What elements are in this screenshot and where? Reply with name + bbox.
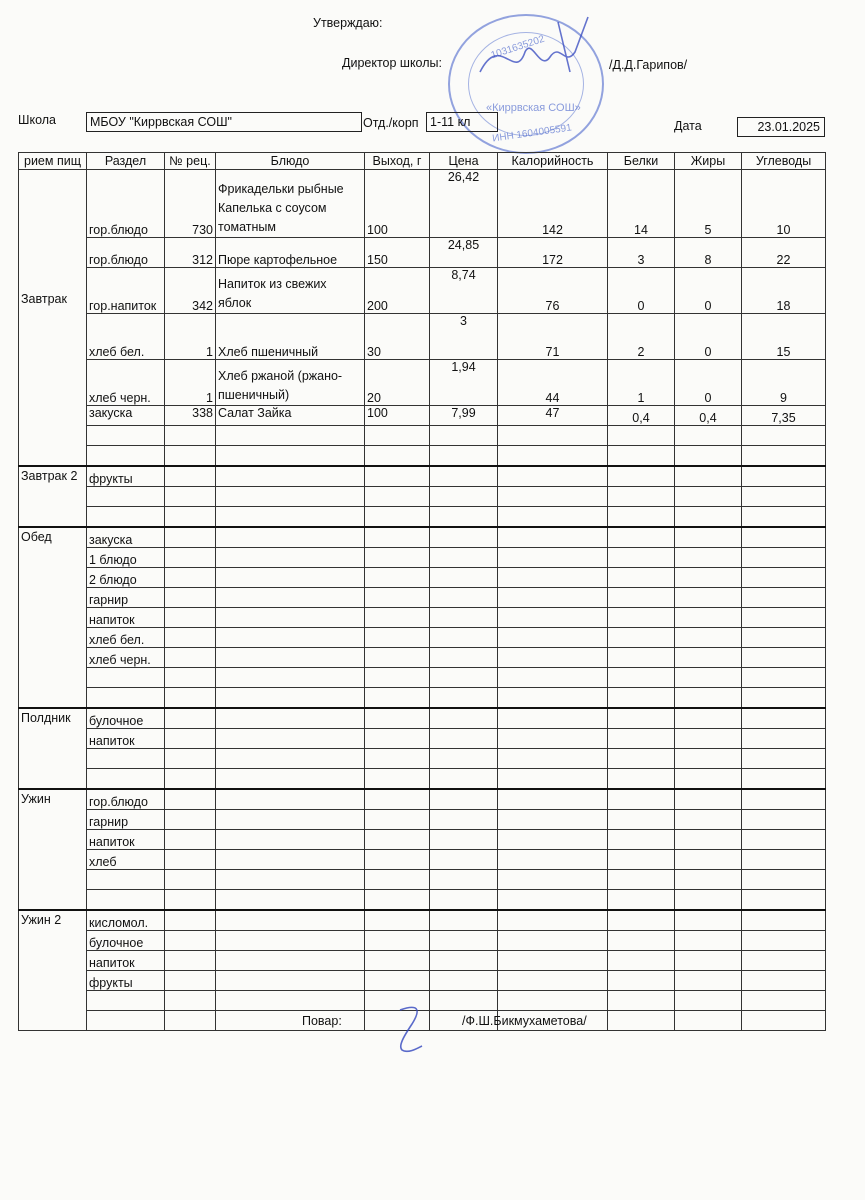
table-row bbox=[19, 769, 826, 790]
cell-dish: Салат Зайка bbox=[216, 406, 365, 426]
cell-protein: 0 bbox=[608, 268, 675, 314]
table-row bbox=[19, 789, 826, 810]
table-row bbox=[19, 688, 826, 709]
cell-yield: 100 bbox=[365, 406, 430, 426]
cell-yield: 30 bbox=[365, 314, 430, 360]
cell-section: гарнир bbox=[87, 588, 165, 608]
cell-recipe: 342 bbox=[165, 268, 216, 314]
table-row bbox=[19, 648, 826, 668]
cell-section: 2 блюдо bbox=[87, 568, 165, 588]
cell-recipe: 338 bbox=[165, 406, 216, 426]
stamp-text-inn: ИНН 1604005591 bbox=[491, 122, 573, 145]
school-field: МБОУ "Киррвская СОШ" bbox=[86, 112, 362, 132]
cell-dish: Фрикадельки рыбные Капелька с соусом томатным bbox=[216, 170, 365, 238]
meal-dinner2: Ужин 2 bbox=[19, 910, 87, 1031]
cell-fat: 0 bbox=[675, 360, 742, 406]
table-row bbox=[19, 729, 826, 749]
director-signature bbox=[470, 12, 600, 92]
col-carbs: Углеводы bbox=[742, 153, 826, 170]
school-label: Школа bbox=[18, 113, 56, 127]
director-label: Директор школы: bbox=[342, 56, 442, 70]
cell-section: гор.блюдо bbox=[87, 238, 165, 268]
cell-kcal: 172 bbox=[498, 238, 608, 268]
cell-dish: Пюре картофельное bbox=[216, 238, 365, 268]
cell-price: 8,74 bbox=[430, 268, 498, 314]
dept-field: 1-11 кл bbox=[426, 112, 498, 132]
cook-label: Повар: bbox=[302, 1014, 342, 1028]
cell-section: 1 блюдо bbox=[87, 548, 165, 568]
table-row bbox=[19, 931, 826, 951]
table-row bbox=[19, 527, 826, 548]
table-row bbox=[19, 507, 826, 528]
table-row bbox=[19, 314, 826, 360]
cell-kcal: 71 bbox=[498, 314, 608, 360]
cell-section: напиток bbox=[87, 951, 165, 971]
cell-section: гарнир bbox=[87, 810, 165, 830]
cell-section: хлеб черн. bbox=[87, 360, 165, 406]
cell-recipe: 312 bbox=[165, 238, 216, 268]
cell-fat: 5 bbox=[675, 170, 742, 238]
table-row bbox=[19, 890, 826, 911]
cell-recipe: 730 bbox=[165, 170, 216, 238]
cell-section: фрукты bbox=[87, 971, 165, 991]
table-row bbox=[19, 708, 826, 729]
cell-fat: 0 bbox=[675, 314, 742, 360]
cell-section: кисломол. bbox=[87, 910, 165, 931]
table-row bbox=[19, 608, 826, 628]
table-row bbox=[19, 466, 826, 487]
cell-kcal: 47 bbox=[498, 406, 608, 426]
table-row bbox=[19, 971, 826, 991]
cell-protein: 3 bbox=[608, 238, 675, 268]
cell-section: хлеб черн. bbox=[87, 648, 165, 668]
cell-price: 3 bbox=[430, 314, 498, 360]
cell-yield: 200 bbox=[365, 268, 430, 314]
table-row bbox=[19, 810, 826, 830]
table-row bbox=[19, 568, 826, 588]
cell-price: 24,85 bbox=[430, 238, 498, 268]
cell-carbs: 22 bbox=[742, 238, 826, 268]
cell-carbs: 10 bbox=[742, 170, 826, 238]
stamp-text-ogrn: 1031635202 bbox=[489, 33, 546, 62]
cell-section: гор.напиток bbox=[87, 268, 165, 314]
meal-dinner: Ужин bbox=[19, 789, 87, 910]
cell-carbs: 18 bbox=[742, 268, 826, 314]
cell-protein: 2 bbox=[608, 314, 675, 360]
table-row bbox=[19, 360, 826, 406]
cell-fat: 0,4 bbox=[675, 406, 742, 426]
cell-kcal: 142 bbox=[498, 170, 608, 238]
cell-dish: Напиток из свежих яблок bbox=[216, 268, 365, 314]
table-row bbox=[19, 487, 826, 507]
table-row bbox=[19, 668, 826, 688]
cell-carbs: 7,35 bbox=[742, 406, 826, 426]
cell-section: закуска bbox=[87, 406, 165, 426]
cell-kcal: 44 bbox=[498, 360, 608, 406]
date-label: Дата bbox=[674, 119, 702, 133]
table-row bbox=[19, 951, 826, 971]
cell-section: хлеб bbox=[87, 850, 165, 870]
col-price: Цена bbox=[430, 153, 498, 170]
dept-label: Отд./корп bbox=[363, 116, 419, 130]
menu-table bbox=[18, 152, 826, 1031]
cell-yield: 150 bbox=[365, 238, 430, 268]
director-name: /Д.Д.Гарипов/ bbox=[609, 58, 688, 72]
cell-price: 7,99 bbox=[430, 406, 498, 426]
cell-section: булочное bbox=[87, 931, 165, 951]
cell-section: гор.блюдо bbox=[87, 170, 165, 238]
cell-section: закуска bbox=[87, 527, 165, 548]
table-row bbox=[19, 170, 826, 238]
col-meal: рием пищ bbox=[19, 153, 87, 170]
meal-snack: Полдник bbox=[19, 708, 87, 789]
cell-recipe: 1 bbox=[165, 360, 216, 406]
cell-carbs: 15 bbox=[742, 314, 826, 360]
table-row bbox=[19, 830, 826, 850]
approve-label: Утверждаю: bbox=[313, 16, 383, 30]
cell-carbs: 9 bbox=[742, 360, 826, 406]
cell-section: напиток bbox=[87, 608, 165, 628]
cook-signature bbox=[392, 1002, 432, 1058]
table-row bbox=[19, 548, 826, 568]
header-row bbox=[19, 153, 826, 170]
cell-recipe: 1 bbox=[165, 314, 216, 360]
cell-price: 26,42 bbox=[430, 170, 498, 238]
cell-section: гор.блюдо bbox=[87, 789, 165, 810]
col-dish: Блюдо bbox=[216, 153, 365, 170]
meal-breakfast: Завтрак bbox=[19, 170, 87, 467]
cell-dish: Хлеб пшеничный bbox=[216, 314, 365, 360]
meal-lunch: Обед bbox=[19, 527, 87, 708]
cell-fat: 8 bbox=[675, 238, 742, 268]
table-row bbox=[19, 268, 826, 314]
cell-protein: 0,4 bbox=[608, 406, 675, 426]
cell-fat: 0 bbox=[675, 268, 742, 314]
col-fat: Жиры bbox=[675, 153, 742, 170]
cell-yield: 100 bbox=[365, 170, 430, 238]
table-row bbox=[19, 628, 826, 648]
table-row bbox=[19, 238, 826, 268]
cell-protein: 14 bbox=[608, 170, 675, 238]
table-row bbox=[19, 749, 826, 769]
cell-section: напиток bbox=[87, 729, 165, 749]
cell-price: 1,94 bbox=[430, 360, 498, 406]
cook-name: /Ф.Ш.Бикмухаметова/ bbox=[462, 1014, 587, 1028]
cell-section: хлеб бел. bbox=[87, 314, 165, 360]
cell-section: булочное bbox=[87, 708, 165, 729]
table-row bbox=[19, 406, 826, 426]
cell-section: хлеб бел. bbox=[87, 628, 165, 648]
cell-protein: 1 bbox=[608, 360, 675, 406]
col-yield: Выход, г bbox=[365, 153, 430, 170]
cell-section: фрукты bbox=[87, 466, 165, 487]
cell-yield: 20 bbox=[365, 360, 430, 406]
table-row bbox=[19, 426, 826, 446]
col-kcal: Калорийность bbox=[498, 153, 608, 170]
cell-section: напиток bbox=[87, 830, 165, 850]
table-row bbox=[19, 910, 826, 931]
col-section: Раздел bbox=[87, 153, 165, 170]
meal-breakfast2: Завтрак 2 bbox=[19, 466, 87, 527]
cell-dish: Хлеб ржаной (ржано- пшеничный) bbox=[216, 360, 365, 406]
table-row bbox=[19, 588, 826, 608]
stamp-text-school: «Киррвская СОШ» bbox=[486, 102, 581, 114]
table-row bbox=[19, 446, 826, 467]
col-recipe: № рец. bbox=[165, 153, 216, 170]
col-protein: Белки bbox=[608, 153, 675, 170]
cell-kcal: 76 bbox=[498, 268, 608, 314]
date-field: 23.01.2025 bbox=[737, 117, 825, 137]
table-row bbox=[19, 850, 826, 870]
table-row bbox=[19, 870, 826, 890]
